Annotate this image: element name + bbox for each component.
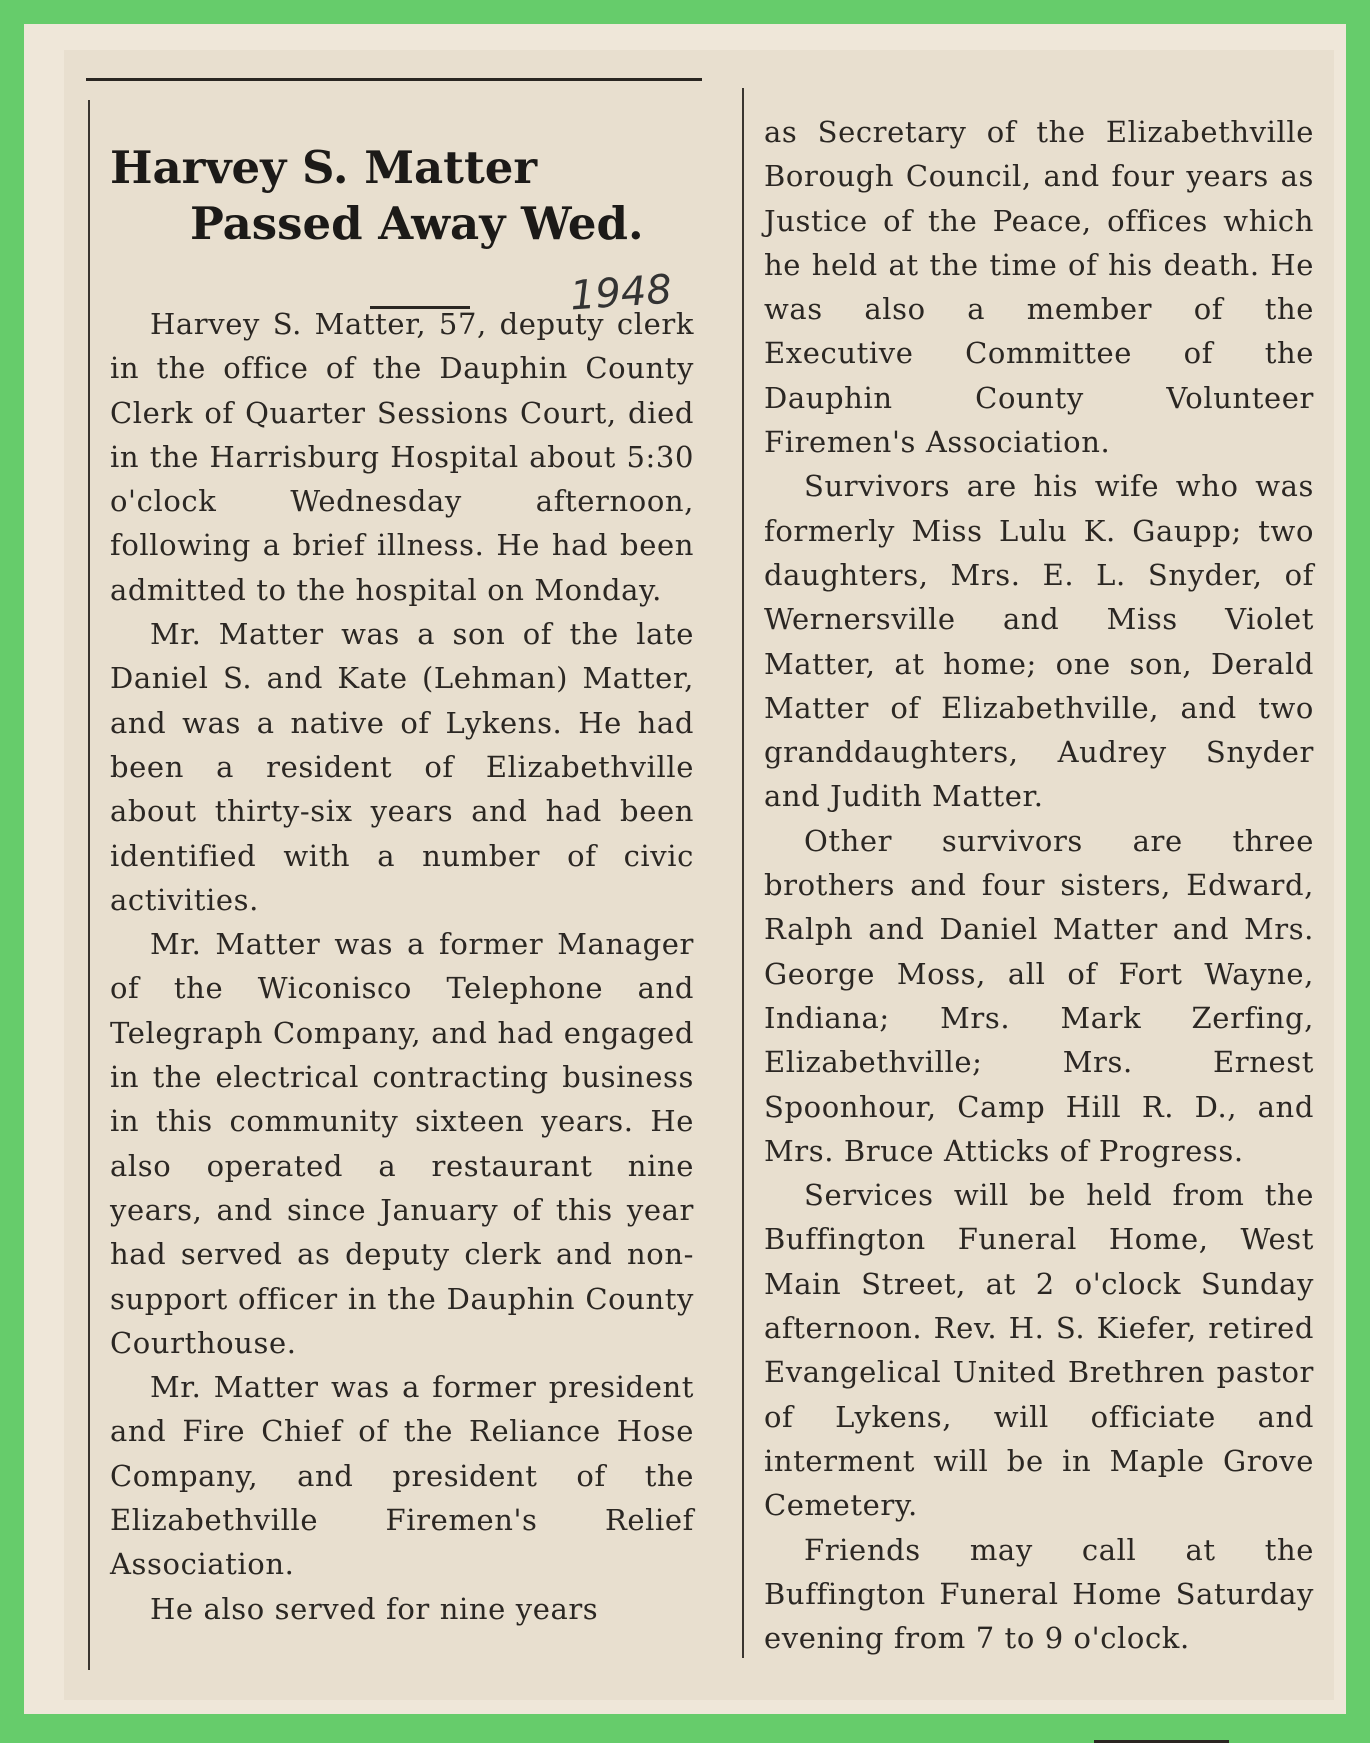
paragraph: Friends may call at the Buffington Funeral Home Saturday evening from 7 to 9 o'clock. (764, 1532, 1314, 1656)
paragraph: Survivors are his wife who was formerly Miss Lulu K. Gaupp; two daughters, Mrs. E. L. Snyder, of Wernersville and Miss Violet Matter, at home; one son, Derald Matter of Elizabethville, and two granddaughters, Audrey Snyder and Judith Matter. (764, 469, 1314, 814)
paragraph: Mr. Matter was a son of the late Daniel S. and Kate (Lehman) Matter, and was a native of Lykens. He had been a resident of Elizabethville about thirty-six years and had been identified with a number of civic activities. (110, 617, 694, 917)
right-column-text (764, 110, 1314, 1660)
headline-line-2: Passed Away Wed. (190, 197, 644, 250)
right-column (742, 88, 1324, 1658)
top-rule (86, 78, 702, 81)
paragraph: Mr. Matter was a former president and Fire Chief of the Reliance Hose Company, and president of the Elizabethville Firemen's Relief Association. (110, 1370, 694, 1582)
handwritten-year: 1948 (568, 266, 674, 320)
paragraph: He also served for nine years (150, 1591, 599, 1626)
paragraph: Mr. Matter was a former Manager of the Wiconisco Telephone and Telegraph Company, and had engaged in the electrical contracting business in this community sixteen years. He also operated a restaurant nine years, and since January of this year had served as deputy clerk and non-support officer in the Dauphin County Courthouse. (110, 927, 694, 1360)
paragraph: Other survivors are three brothers and four sisters, Edward, Ralph and Daniel Matter and Mrs. George Moss, all of Fort Wayne, Indiana; Mrs. Mark Zerfing, Elizabethville; Mrs. Ernest Spoonhour, Camp Hill R. D., and Mrs. Bruce Atticks of Progress. (764, 823, 1314, 1168)
headline-line-1: Harvey S. Matter (110, 141, 538, 194)
newspaper-clipping (64, 50, 1334, 1700)
paragraph: Harvey S. Matter, 57, deputy clerk in the office of the Dauphin County Clerk of Quarter Sessions Court, died in the Harrisburg Hospital about 5:30 o'clock Wednesday afternoon, following a brief illness. He had been admitted to the hospital on Monday. (110, 307, 694, 607)
left-column-text (110, 302, 694, 1631)
paragraph: as Secretary of the Elizabethville Borough Council, and four years as Justice of the Peace, offices which he held at the time of his death. He was also a member of the Executive Committee of the Dauphin County Volunteer Firemen's Association. (764, 115, 1314, 460)
left-column (88, 100, 700, 1670)
page-frame (24, 24, 1346, 1714)
paragraph: Services will be held from the Buffington Funeral Home, West Main Street, at 2 o'clock Sunday afternoon. Rev. H. S. Kiefer, retired Evangelical United Brethren pastor of Lykens, will officiate and interment will be in Maple Grove Cemetery. (764, 1178, 1314, 1523)
